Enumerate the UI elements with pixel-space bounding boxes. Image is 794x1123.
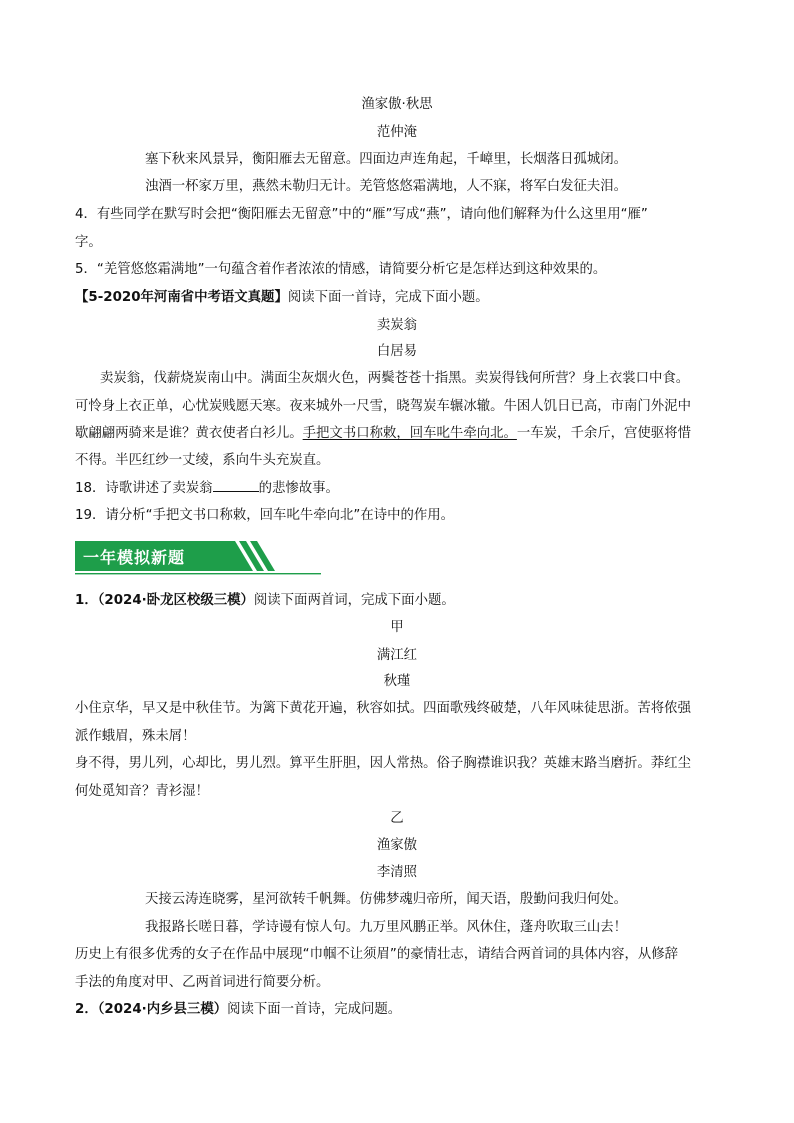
poem-line: 天接云涛连晓雾，星河欲转千帆舞。仿佛梦魂归帝所，闻天语，殷勤问我归何处。 [145,892,628,907]
question-source: （2024·卧龙区校级三模） [97,593,254,608]
question-5: 5．“羌管悠悠霜满地”一句蕴含着作者浓浓的情感，请简要分析它是怎样达到这种效果的。 [75,262,607,277]
question-text: 18．诗歌讲述了卖炭翁 [75,481,213,496]
question-text: 手法的角度对甲、乙两首词进行简要分析。 [75,975,330,990]
banner-label: 一年模拟新题 [83,548,186,567]
question-instruction: 阅读下面一首诗，完成问题。 [227,1002,402,1017]
question-text: 历史上有很多优秀的女子在作品中展现“巾帼不让须眉”的豪情壮志，请结合两首词的具体内容，从修辞 [75,947,679,962]
section-banner [75,541,321,575]
exam-instruction: 阅读下面一首诗，完成下面小题。 [287,290,489,305]
poem-author: 李清照 [376,865,418,880]
poem-text: 一车炭，千余斤，宫使驱将惜 [516,426,691,441]
poem-author: 范仲淹 [376,125,418,140]
poem-mark: 乙 [390,811,404,826]
mock-question-1 [75,592,455,610]
question-number: 1． [75,593,98,608]
poem-line: 身不得，男儿列，心却比，男儿烈。算平生肝胆，因人常热。俗子胸襟谁识我？英雄末路当磨折。莽红尘 [75,756,691,771]
poem-mark: 甲 [390,620,404,635]
exam-source-line [75,289,489,307]
poem-line: 塞下秋来风景异，衡阳雁去无留意。四面边声连角起，千嶂里，长烟落日孤城闭。 [145,152,628,167]
question-4: 4．有些同学在默写时会把“衡阳雁去无留意”中的“雁”写成“燕”，请向他们解释为什么这里用“雁” [75,207,648,222]
question-4-continued: 字。 [75,235,102,250]
poem-line: 派作蛾眉，殊未屑！ [75,729,196,744]
poem-title: 满江红 [376,648,418,663]
poem-line: 我报路长嗟日暮，学诗谩有惊人句。九万里风鹏正举。风休住，蓬舟吹取三山去！ [145,920,628,935]
poem-title: 卖炭翁 [376,318,418,333]
poem-title: 渔家傲 [376,838,418,853]
poem-title: 渔家傲·秋思 [361,97,433,112]
poem-text: 歇翩翩两骑来是谁？黄衣使者白衫儿。 [75,426,303,441]
question-text: 的悲惨故事。 [258,481,339,496]
poem-author: 白居易 [376,344,418,359]
underlined-line: 手把文书口称敕，回车叱牛牵向北。 [302,426,517,441]
exam-source: 【5-2020年河南省中考语文真题】 [75,290,288,305]
question-18 [75,479,339,498]
poem-line: 小住京华，早又是中秋佳节。为篱下黄花开遍，秋容如拭。四面歌残终破楚，八年风味徒思浙。苦将侬强 [75,701,691,716]
question-19: 19．请分析“手把文书口称敕，回车叱牛牵向北”在诗中的作用。 [75,508,455,523]
question-instruction: 阅读下面两首词，完成下面小题。 [253,593,455,608]
poem-line: 浊酒一杯家万里，燕然未勒归无计。羌管悠悠霜满地，人不寐，将军白发征夫泪。 [145,179,628,194]
poem-paragraph-line: 可怜身上衣正单，心忧炭贱愿天寒。夜来城外一尺雪，晓驾炭车辗冰辙。牛困人饥日已高，市南门外泥中 [75,399,691,414]
poem-line: 何处觅知音？青衫湿！ [75,784,209,799]
poem-paragraph-line: 卖炭翁，伐薪烧炭南山中。满面尘灰烟火色，两鬓苍苍十指黑。卖炭得钱何所营？身上衣裳口中食。 [100,371,690,386]
poem-paragraph-line [75,425,691,443]
question-number: 2． [75,1002,98,1017]
mock-question-2 [75,1001,401,1019]
poem-paragraph-line: 不得。半匹红纱一丈绫，系向牛头充炭直。 [75,453,330,468]
poem-author: 秋瑾 [383,674,411,689]
question-source: （2024·内乡县三模） [97,1002,228,1017]
fill-blank [213,479,259,492]
